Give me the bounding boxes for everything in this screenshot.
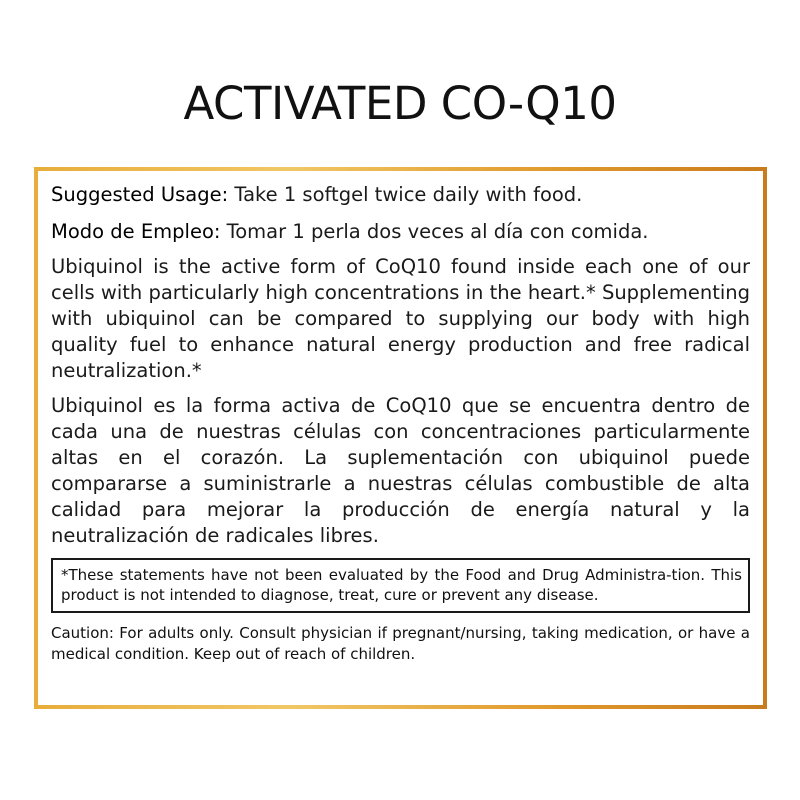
fda-disclaimer-box: *These statements have not been evaluated by the Food and Drug Administra-tion. This product is not intended to diagnose, treat, cure or prevent any disease. (51, 558, 750, 613)
suggested-usage (51, 180, 750, 210)
description-spanish: Ubiquinol es la forma activa de CoQ10 que se encuentra dentro de cada una de nuestras células con concentraciones particularmente altas en el corazón. La suplementación con ubiquinol puede compararse a suministrarle a nuestras células combustible de alta calidad para mejorar la producción de energía natural y la neutralización de radicales libres. (51, 394, 750, 547)
label-panel (38, 171, 763, 705)
modo-de-empleo (51, 217, 750, 247)
suggested-usage-label: Suggested Usage: (51, 183, 229, 206)
description-english: Ubiquinol is the active form of CoQ10 found inside each one of our cells with particularly high concentrations in the heart.* Supplementing with ubiquinol can be compared to supplying our body with high quality fuel to enhance natural energy production and free radical neutralization.* (51, 255, 750, 382)
suggested-usage-text: Take 1 softgel twice daily with food. (228, 183, 583, 206)
modo-de-empleo-label: Modo de Empleo: (51, 220, 221, 243)
product-title: ACTIVATED CO-Q10 (183, 77, 617, 130)
gold-frame (34, 167, 767, 709)
caution-text: Caution: For adults only. Consult physician if pregnant/nursing, taking medication, or have a medical condition. Keep out of reach of children. (51, 624, 750, 663)
modo-de-empleo-text: Tomar 1 perla dos veces al día con comida. (220, 220, 649, 243)
